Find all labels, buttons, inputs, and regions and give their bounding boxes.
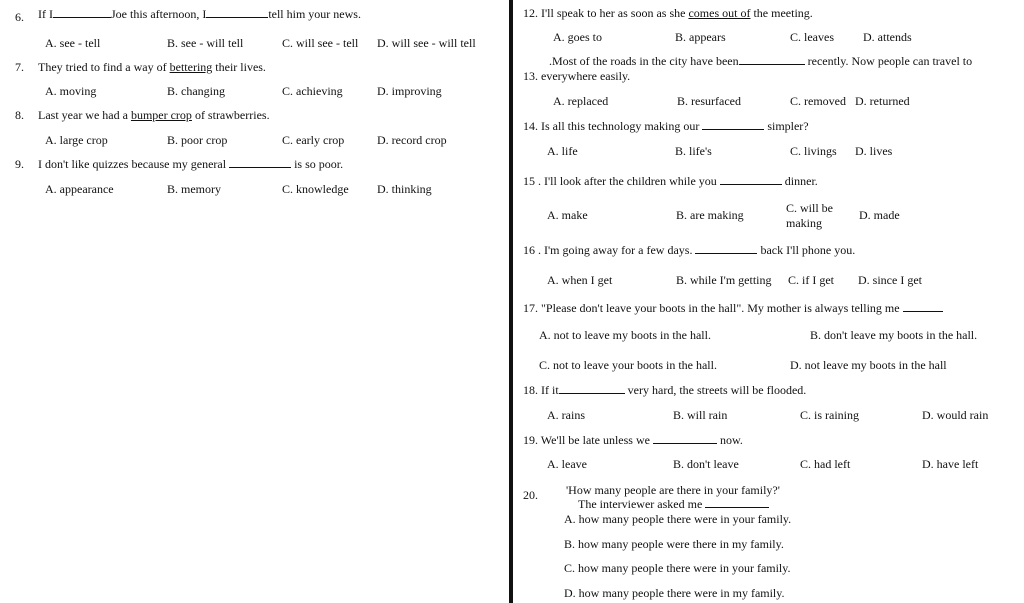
q15-option-b: B. are making	[676, 208, 744, 222]
q18-option-c: C. is raining	[800, 408, 859, 422]
q9-option-a: A. appearance	[45, 182, 114, 196]
q20-option-b: B. how many people were there in my family.	[564, 537, 784, 551]
q7-number: 7.	[15, 60, 24, 74]
q20-option-d: D. how many people there were in my family.	[564, 586, 785, 600]
q20-stem: The interviewer asked me	[578, 498, 769, 510]
q12-option-c: C. leaves	[790, 30, 834, 44]
q12-option-b: B. appears	[675, 30, 726, 44]
q13-stem-line2: 13. everywhere easily.	[523, 69, 631, 83]
q16-option-a: A. when I get	[547, 273, 613, 287]
q9-stem: I don't like quizzes because my general is so poor.	[38, 157, 344, 171]
q13-option-d: D. returned	[855, 94, 910, 108]
q20-option-c: C. how many people there were in your family.	[564, 561, 791, 575]
q12-stem: 12. I'll speak to her as soon as she comes out of the meeting.	[523, 6, 813, 20]
q20-option-a: A. how many people there were in your family.	[564, 512, 792, 526]
q18-option-a: A. rains	[547, 408, 585, 422]
q16-option-c: C. if I get	[788, 273, 834, 287]
q18-stem: 18. If it very hard, the streets will be flooded.	[523, 383, 807, 397]
q15-option-c-cont: making	[786, 216, 822, 230]
q6-number: 6.	[15, 10, 24, 24]
q13-option-a: A. replaced	[553, 94, 609, 108]
q14-option-d: D. lives	[855, 144, 893, 158]
q8-number: 8.	[15, 108, 24, 122]
q15-option-a: A. make	[547, 208, 588, 222]
q9-option-b: B. memory	[167, 182, 221, 196]
q14-option-c: C. livings	[790, 144, 837, 158]
q7-stem: They tried to find a way of bettering their lives.	[38, 60, 266, 74]
q14-stem: 14. Is all this technology making our simpler?	[523, 119, 809, 133]
q17-option-b: B. don't leave my boots in the hall.	[810, 328, 978, 342]
q7-option-b: B. changing	[167, 84, 225, 98]
q6-option-a: A. see - tell	[45, 36, 101, 50]
q16-option-b: B. while I'm getting	[676, 273, 772, 287]
q15-stem: 15 . I'll look after the children while you dinner.	[523, 174, 818, 188]
q19-option-c: C. had left	[800, 457, 851, 471]
q6-stem: If I Joe this afternoon, I tell him your news.	[38, 7, 361, 21]
q12-option-d: D. attends	[863, 30, 912, 44]
q14-option-b: B. life's	[675, 144, 712, 158]
q7-option-a: A. moving	[45, 84, 97, 98]
q20-number: 20.	[523, 488, 538, 502]
q6-option-b: B. see - will tell	[167, 36, 244, 50]
q12-option-a: A. goes to	[553, 30, 602, 44]
q7-option-d: D. improving	[377, 84, 442, 98]
q19-stem: 19. We'll be late unless we now.	[523, 433, 743, 447]
q16-option-d: D. since I get	[858, 273, 922, 287]
q6-option-d: D. will see - will tell	[377, 36, 476, 50]
q8-option-b: B. poor crop	[167, 133, 228, 147]
q13-stem-line1: .Most of the roads in the city have been recently. Now people can travel to	[549, 54, 973, 68]
q8-option-d: D. record crop	[377, 133, 447, 147]
q19-option-d: D. have left	[922, 457, 979, 471]
q8-option-c: C. early crop	[282, 133, 345, 147]
q16-stem: 16 . I'm going away for a few days. back I'll phone you.	[523, 243, 856, 257]
q8-stem: Last year we had a bumper crop of strawberries.	[38, 108, 270, 122]
q8-option-a: A. large crop	[45, 133, 108, 147]
q14-option-a: A. life	[547, 144, 578, 158]
q17-stem: 17. "Please don't leave your boots in the hall". My mother is always telling me	[523, 302, 943, 314]
q17-option-c: C. not to leave your boots in the hall.	[539, 358, 717, 372]
q19-option-b: B. don't leave	[673, 457, 739, 471]
column-divider	[509, 0, 513, 603]
q19-option-a: A. leave	[547, 457, 587, 471]
q15-option-c: C. will be	[786, 201, 833, 215]
q6-option-c: C. will see - tell	[282, 36, 359, 50]
q20-quote: 'How many people are there in your family?'	[566, 483, 780, 497]
q7-option-c: C. achieving	[282, 84, 343, 98]
q13-option-b: B. resurfaced	[677, 94, 741, 108]
q18-option-d: D. would rain	[922, 408, 989, 422]
q17-option-a: A. not to leave my boots in the hall.	[539, 328, 711, 342]
q18-option-b: B. will rain	[673, 408, 728, 422]
q17-option-d: D. not leave my boots in the hall	[790, 358, 947, 372]
q9-option-c: C. knowledge	[282, 182, 349, 196]
q9-number: 9.	[15, 157, 24, 171]
q9-option-d: D. thinking	[377, 182, 432, 196]
q15-option-d: D. made	[859, 208, 900, 222]
q13-option-c: C. removed	[790, 94, 846, 108]
